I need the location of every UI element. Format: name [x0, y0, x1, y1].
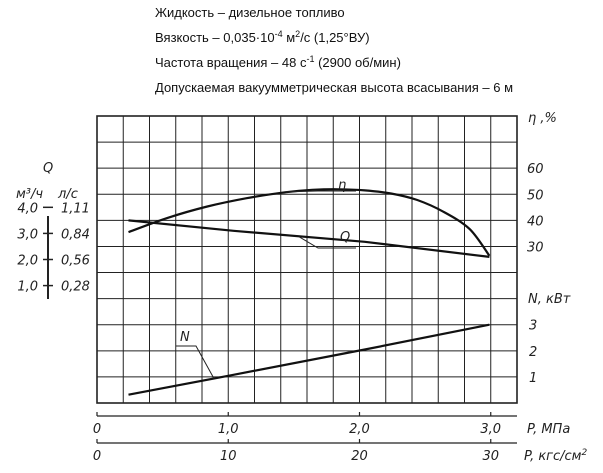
eta-axis-ticks — [527, 162, 544, 255]
q-tick-label-m3h: 1,0 — [17, 279, 38, 295]
x-kgf-tick-label: 20 — [351, 449, 368, 464]
n-axis-ticks — [529, 319, 537, 386]
x-axis-mpa-label: P, МПа — [527, 422, 571, 437]
q-tick-label-ls: 1,11 — [61, 201, 90, 217]
x-mpa-tick-label: 3,0 — [480, 422, 502, 437]
x-mpa-tick-label: 1,0 — [217, 422, 239, 437]
speed-text: Частота вращения – 48 с — [155, 55, 307, 70]
viscosity-exp: -4 — [274, 29, 283, 39]
q-axis-title: Q — [43, 161, 54, 176]
x-mpa-tick-label: 0 — [92, 422, 102, 437]
q-axis-unit-m3h: м³/ч — [16, 187, 44, 202]
n-tick-label: 1 — [529, 370, 538, 386]
n-tick-label: 3 — [529, 318, 538, 334]
viscosity-unit-exp: 2 — [295, 29, 301, 39]
viscosity-tail: /с (1,25°ВУ) — [300, 30, 370, 45]
q-tick-label-m3h: 4,0 — [17, 201, 38, 217]
x-axis-mpa-quantity: P — [527, 422, 534, 437]
eta-axis-title: η ,% — [528, 111, 557, 126]
q-tick-label-ls: 0,84 — [61, 227, 90, 243]
header-suction: Допускаемая вакуумметрическая высота всасывания – 6 м — [155, 80, 514, 95]
series-eta-curve — [129, 189, 490, 256]
q-tick-label-ls: 0,28 — [61, 279, 90, 295]
speed-exp: -1 — [306, 54, 315, 64]
x-axis-mpa-unit: МПа — [541, 422, 571, 437]
x-mpa-tick-label: 2,0 — [349, 422, 370, 437]
header-speed — [155, 54, 401, 70]
x-axis-kgf-unit: кгс/см — [538, 449, 582, 464]
eta-tick-label: 60 — [527, 162, 544, 178]
series-q-curve — [129, 220, 490, 257]
series-q-label: Q — [340, 230, 351, 245]
eta-tick-label: 40 — [527, 214, 544, 230]
q-axis-unit-ls: л/с — [58, 187, 78, 202]
x-kgf-tick-label: 30 — [482, 449, 500, 464]
n-tick-label: 2 — [529, 344, 538, 360]
x-kgf-tick-label: 0 — [92, 449, 102, 464]
viscosity-text: Вязкость – 0,035·10 — [155, 30, 275, 45]
q-tick-label-m3h: 3,0 — [17, 227, 38, 243]
x-axis-kgf-quantity: P — [524, 449, 531, 464]
eta-tick-label: 50 — [527, 188, 544, 204]
series-eta-label: η — [338, 178, 347, 193]
q-axis-ticks — [17, 201, 90, 294]
header-fluid: Жидкость – дизельное топливо — [155, 5, 345, 20]
eta-tick-label: 30 — [527, 240, 544, 256]
series-n-label: N — [180, 330, 190, 345]
q-tick-label-m3h: 2,0 — [17, 253, 38, 269]
chart-curves — [129, 178, 490, 395]
x-axis-kgf-unit-exp: 2 — [581, 448, 588, 458]
header-viscosity — [155, 29, 370, 45]
x-kgf-tick-label: 10 — [219, 449, 237, 464]
x-axis-kgf-label: P, кгс/$см^2$ — [524, 448, 588, 464]
n-axis-title: N, кВт — [528, 292, 571, 307]
q-tick-label-ls: 0,56 — [61, 253, 90, 269]
speed-tail: (2900 об/мин) — [314, 55, 401, 70]
viscosity-unit: м — [282, 30, 296, 45]
